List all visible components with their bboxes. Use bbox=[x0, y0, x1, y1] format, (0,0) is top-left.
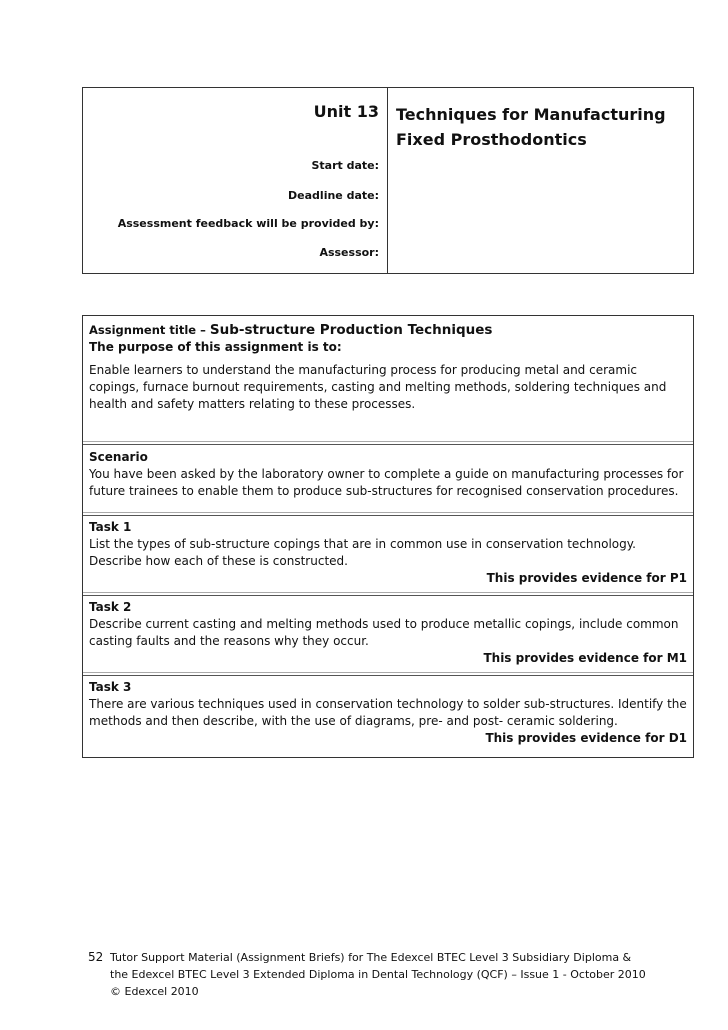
task-1-section bbox=[83, 516, 693, 596]
scenario-text: You have been asked by the laboratory owner to complete a guide on manufacturing processes for future trainees to enable them to produce sub-structures for recognised conservation procedures. bbox=[89, 467, 684, 498]
unit-number: Unit 13 bbox=[313, 102, 379, 121]
assignment-title: Assignment title – Sub-structure Production Techniques bbox=[89, 322, 493, 338]
assignment-brief-table bbox=[82, 315, 694, 758]
task-heading: Task 3 bbox=[89, 680, 132, 694]
page-number: 52 bbox=[88, 950, 104, 964]
feedback-label: Assessment feedback will be provided by: bbox=[117, 217, 379, 230]
unit-title: Techniques for Manufacturing Fixed Prosthodontics bbox=[396, 105, 666, 149]
purpose-heading: The purpose of this assignment is to: bbox=[89, 340, 342, 354]
task-text: There are various techniques used in conservation technology to solder sub-structures. Identify the methods and then describe, with the use of diagrams, pre- and post- ceramic soldering. bbox=[89, 697, 687, 728]
scenario-section bbox=[83, 445, 693, 516]
task-2-section bbox=[83, 596, 693, 676]
deadline-date-label: Deadline date: bbox=[288, 189, 379, 202]
header-labels-column bbox=[83, 88, 388, 273]
unit-header-table bbox=[82, 87, 694, 274]
evidence-label: This provides evidence for D1 bbox=[485, 731, 687, 745]
start-date-label: Start date: bbox=[311, 159, 379, 172]
task-3-section bbox=[83, 676, 693, 757]
purpose-text: Enable learners to understand the manufacturing process for producing metal and ceramic copings, furnace burnout requirements, casting and melting methods, soldering techniques and health and safety matters relating to these processes. bbox=[89, 363, 667, 411]
task-heading: Task 2 bbox=[89, 600, 132, 614]
evidence-label: This provides evidence for M1 bbox=[483, 651, 687, 665]
assignment-section bbox=[83, 316, 693, 445]
task-text: List the types of sub-structure copings that are in common use in conservation technology. Describe how each of these is constructed. bbox=[89, 537, 636, 568]
scenario-heading: Scenario bbox=[89, 450, 148, 464]
assessor-label: Assessor: bbox=[319, 246, 379, 259]
evidence-label: This provides evidence for P1 bbox=[486, 571, 687, 585]
footer-text: Tutor Support Material (Assignment Briefs) for The Edexcel BTEC Level 3 Subsidiary Diploma & the Edexcel BTEC Level 3 Extended Diploma in Dental Technology (QCF) – Issue 1 - October 2010 © Edexcel 2010 bbox=[110, 951, 646, 998]
task-text: Describe current casting and melting methods used to produce metallic copings, include common casting faults and the reasons why they occur. bbox=[89, 617, 679, 648]
task-heading: Task 1 bbox=[89, 520, 132, 534]
